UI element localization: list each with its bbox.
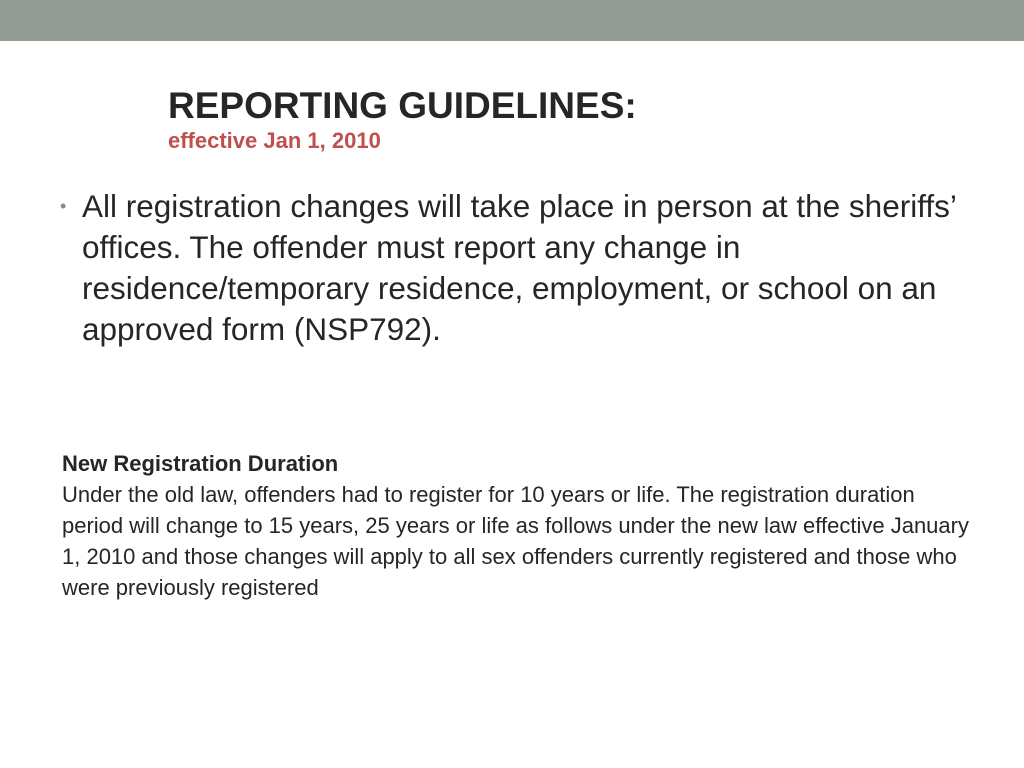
bullet-text: All registration changes will take place in person at the sheriffs’ offices. The offender must report any change in residence/temporary residence, employment, or school on an approved form (NSP792). — [82, 188, 956, 347]
registration-duration-section — [62, 448, 972, 603]
section-body: Under the old law, offenders had to register for 10 years or life. The registration duration period will change to 15 years, 25 years or life as follows under the new law effective January 1, 2010 and those changes will apply to all sex offenders currently registered and those who were previously registered — [62, 482, 969, 600]
bullet-dot-icon: • — [60, 196, 67, 216]
top-accent-bar — [0, 0, 1024, 41]
title-block — [168, 84, 988, 154]
section-heading: New Registration Duration — [62, 451, 339, 476]
slide-subtitle: effective Jan 1, 2010 — [168, 128, 381, 153]
bullet-item — [60, 186, 980, 350]
slide-title: REPORTING GUIDELINES: — [168, 85, 637, 126]
